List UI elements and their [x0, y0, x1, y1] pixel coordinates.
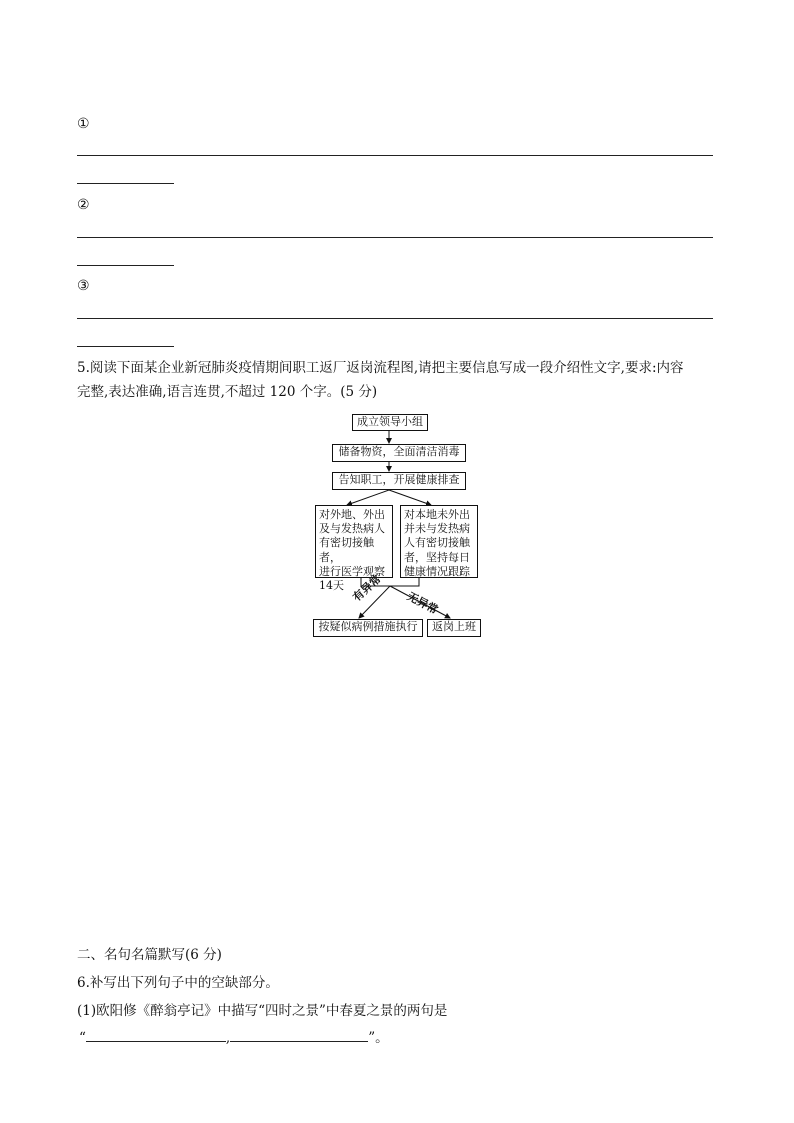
item-marker: ② [77, 197, 90, 213]
question-5-line1: 5.阅读下面某企业新冠肺炎疫情期间职工返厂返岗流程图,请把主要信息写成一段介绍性文字,要求:内容 [77, 360, 684, 376]
question-5-line2: 完整,表达准确,语言连贯,不超过 120 个字。(5 分) [77, 384, 378, 400]
flow-box-daily-health-tracking: 对本地未外出 并未与发热病 人有密切接触 者，坚持每日 健康情况跟踪 [400, 505, 478, 578]
question-6-1: (1)欧阳修《醉翁亭记》中描写“四时之景”中春夏之景的两句是 [77, 1003, 448, 1019]
flow-step-supplies-disinfection: 储备物资，全面清洁消毒 [332, 444, 466, 462]
flow-outcome-return-to-work: 返岗上班 [427, 619, 481, 637]
blank-2[interactable] [230, 1027, 368, 1042]
comma: , [225, 1030, 231, 1046]
blank-1[interactable] [86, 1027, 226, 1042]
item-marker: ① [77, 116, 90, 132]
flow-box-medical-observation: 对外地、外出 及与发热病人 有密切接触者， 进行医学观察 14天 [315, 505, 393, 578]
label-abnormal: 有异常 [350, 572, 384, 605]
question-6-1-blanks [79, 1026, 389, 1050]
flow-step-leadership-group: 成立领导小组 [352, 414, 428, 431]
label-normal: 无异常 [404, 589, 441, 617]
close-quote: ”。 [368, 1030, 389, 1046]
open-quote: “ [79, 1030, 86, 1046]
flow-step-notify-screening: 告知职工，开展健康排查 [332, 472, 466, 490]
question-6: 6.补写出下列句子中的空缺部分。 [77, 975, 279, 991]
arrow-3-right [389, 490, 431, 505]
section-2-heading: 二、名句名篇默写(6 分) [77, 947, 222, 963]
arrow-3-left [347, 490, 389, 505]
flow-outcome-suspected-case: 按疑似病例措施执行 [313, 619, 423, 637]
item-marker: ③ [77, 278, 90, 294]
